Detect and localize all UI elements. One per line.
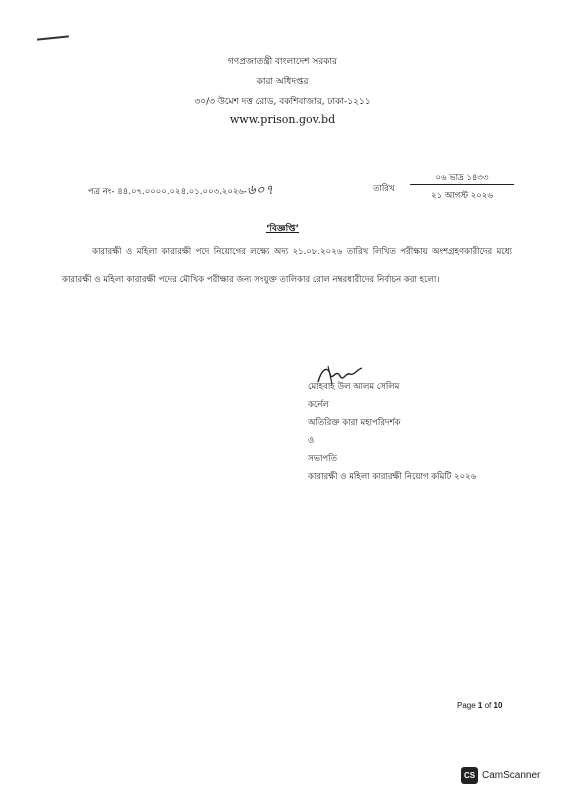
- page-current: 1: [477, 701, 483, 710]
- memo-handwritten-number: ৬০৭: [247, 183, 274, 198]
- memo-number: পত্র নং- ৪৪.০৭.০০০০.০২৪.০১.০০৩.২০২৬-: [88, 187, 247, 197]
- date-divider: [410, 184, 514, 185]
- signatory-role: সভাপতি: [308, 454, 337, 464]
- camscanner-text: CamScanner: [482, 770, 541, 781]
- signatory-rank: কর্নেল: [308, 400, 329, 410]
- signatory-designation: অতিরিক্ত কারা মহাপরিদর্শক: [308, 418, 401, 428]
- govt-name: গণপ্রজাতন্ত্রী বাংলাদেশ সরকার: [227, 57, 338, 67]
- notice-body: [62, 238, 512, 294]
- signatory-conjunction: ও: [308, 436, 315, 446]
- camscanner-logo-icon: CS: [461, 767, 478, 784]
- page-total: 10: [493, 701, 503, 710]
- page-number: [457, 701, 502, 710]
- memo-reference: [88, 181, 274, 202]
- pen-mark: [37, 35, 69, 40]
- signatory-name: মোহবাহ উল আলম সেলিম: [308, 382, 400, 392]
- website: www.prison.gov.bd: [229, 113, 336, 126]
- date-bangla: ০৬ ভাদ্র ১৪৩৩: [435, 173, 489, 183]
- page-of: of: [484, 701, 492, 710]
- notice-paragraph: কারারক্ষী ও মহিলা কারারক্ষী পদে নিয়োগের লক্ষ্যে অদ্য ২১.০৮.২০২৬ তারিখ লিখিত পরীক্ষায় অংশগ্রহণকারীদের মধ্যে কারারক্ষী ও মহিলা কারারক্ষী পদের মৌখিক পরীক্ষার জন্য সংযুক্ত তালিকার রোল নম্বরধারীদের নির্বাচন করা হলো।: [62, 247, 512, 285]
- date-english: ২১ আগস্ট ২০২৬: [431, 191, 493, 201]
- camscanner-watermark: [461, 767, 540, 784]
- department-name: কারা অধিদপ্তর: [256, 77, 309, 87]
- page-prefix: Page: [457, 701, 476, 710]
- notice-title: ‘বিজ্ঞপ্তি’: [265, 224, 299, 234]
- date-label: তারিখ: [373, 184, 395, 194]
- signatory-committee: কারারক্ষী ও মহিলা কারারক্ষী নিয়োগ কমিটি ২০২৬: [308, 472, 477, 482]
- address: ৩০/৩ উমেশ দত্ত রোড, বকশিবাজার, ঢাকা-১২১১: [194, 97, 371, 107]
